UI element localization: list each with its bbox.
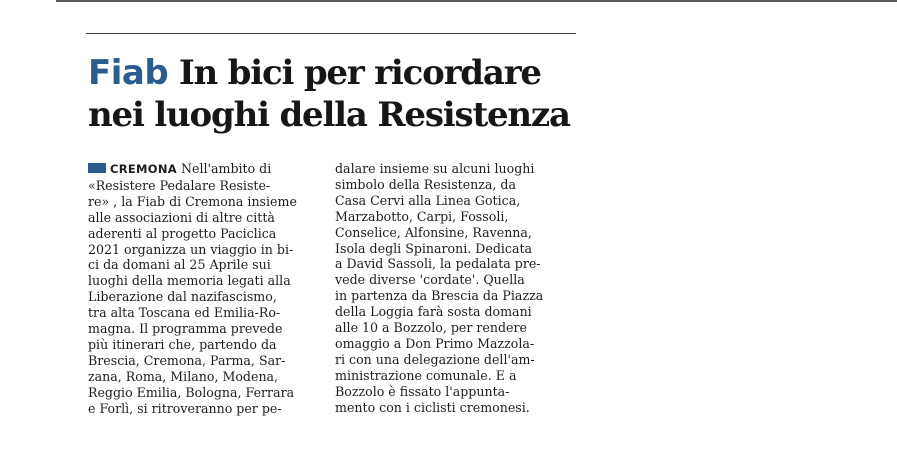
article-headline — [88, 52, 588, 136]
headline-line-2: nei luoghi della Resistenza — [88, 95, 570, 135]
text-line: zana, Roma, Milano, Modena, — [88, 368, 279, 384]
text-line: in partenza da Brescia da Piazza — [335, 288, 544, 304]
headline-text-1: In bici per ricordare — [178, 53, 541, 93]
text-line: alle 10 a Bozzolo, per rendere — [335, 320, 527, 336]
text-line: luoghi della memoria legati alla — [88, 273, 291, 289]
headline-line-1 — [88, 52, 588, 94]
text-line: ri con una delegazione dell'am- — [335, 351, 535, 367]
text-line: ci da domani al 25 Aprile sui — [88, 257, 271, 273]
text-line: re» , la Fiab di Cremona insieme — [88, 193, 297, 209]
text-line: della Loggia farà sosta domani — [335, 304, 532, 320]
text-line: Brescia, Cremona, Parma, Sar- — [88, 352, 286, 368]
text-line: tra alta Toscana ed Emilia-Ro- — [88, 305, 281, 321]
top-rule — [56, 0, 897, 2]
text-line: Marzabotto, Carpi, Fossoli, — [335, 208, 509, 224]
text-line: più itinerari che, partendo da — [88, 336, 277, 352]
text-line: Bozzolo è fissato l'appunta- — [335, 383, 510, 399]
headline-kicker: Fiab — [88, 53, 169, 93]
text-line: 2021 organizza un viaggio in bi- — [88, 241, 294, 257]
text-line: Isola degli Spinaroni. Dedicata — [335, 240, 533, 256]
text-line: Casa Cervi alla Linea Gotica, — [335, 192, 521, 208]
text-line: dalare insieme su alcuni luoghi — [335, 161, 535, 176]
text-line: «Resistere Pedalare Resiste- — [88, 177, 271, 193]
text-line: vede diverse 'cordate'. Quella — [335, 272, 525, 288]
text-line: CREMONA Nell'ambito di — [88, 161, 320, 178]
dateline: CREMONA — [110, 162, 177, 176]
text-line: simbolo della Resistenza, da — [335, 176, 517, 192]
text-line: Reggio Emilia, Bologna, Ferrara — [88, 384, 295, 400]
text-line: Conselice, Alfonsine, Ravenna, — [335, 224, 532, 240]
text-line: e Forlì, si ritroveranno per pe- — [88, 400, 282, 416]
article-column-left — [88, 161, 320, 417]
text-line: omaggio a Don Primo Mazzola- — [335, 335, 535, 351]
square-bullet-icon — [88, 163, 106, 173]
text-line: ministrazione comunale. E a — [335, 367, 517, 383]
headline-rule — [86, 33, 576, 34]
text-line: alle associazioni di altre città — [88, 209, 275, 225]
text-line: magna. Il programma prevede — [88, 321, 283, 337]
text-line: aderenti al progetto Paciclica — [88, 225, 277, 241]
text-line: a David Sassoli, la pedalata pre- — [335, 256, 541, 272]
text-line: mento con i ciclisti cremonesi. — [335, 399, 530, 415]
article-column-right — [335, 161, 567, 416]
text-line: Liberazione dal nazifascismo, — [88, 289, 277, 305]
